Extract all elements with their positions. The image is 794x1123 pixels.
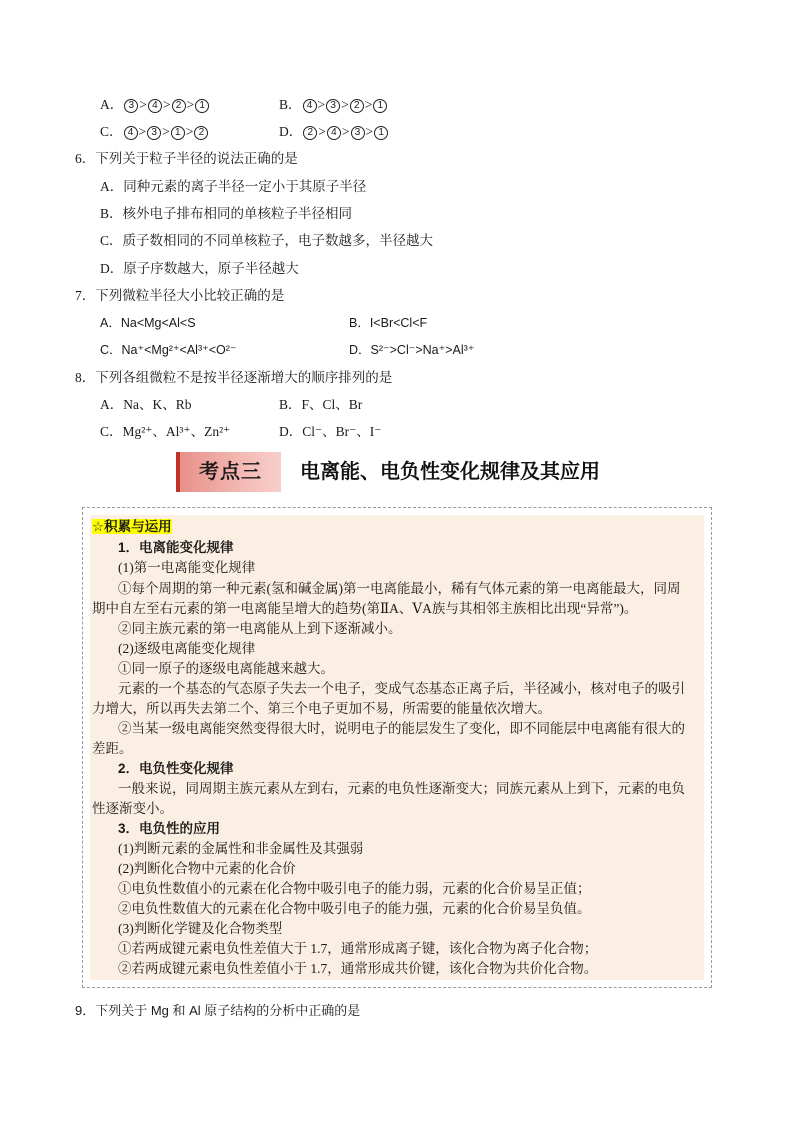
sep: > <box>139 97 147 112</box>
q5-option-b <box>279 95 388 115</box>
box-line: 期中自左至右元素的第一电离能呈增大的趋势(第ⅡA、ⅤA族与其相邻主族相比出现“异常”)。 <box>92 601 638 616</box>
circled-number: 3 <box>351 126 365 140</box>
q5-option-a-letter: A． <box>100 97 124 112</box>
sep: > <box>365 124 374 139</box>
box-line: 性逐渐变小。 <box>92 801 173 816</box>
box-line: ①每个周期的第一种元素(氢和碱金属)第一电离能最小，稀有气体元素的第一电离能最大，同周 <box>118 581 681 596</box>
section-heading-3: 3．电负性的应用 <box>118 821 221 836</box>
circled-number: 3 <box>124 99 138 113</box>
section-tag: 考点三 <box>176 452 281 492</box>
sep: > <box>138 124 147 139</box>
box-line: ②当某一级电离能突然变得很大时，说明电子的能层发生了变化，即不同能层中电离能有很大的 <box>118 721 685 736</box>
circled-number: 4 <box>124 126 138 140</box>
box-line: ②同主族元素的第一电离能从上到下逐渐减小。 <box>118 621 402 636</box>
box-line: ②电负性数值大的元素在化合物中吸引电子的能力强，元素的化合价易呈负值。 <box>118 901 591 916</box>
q6-option-c: C．质子数相同的不同单核粒子，电子数越多，半径越大 <box>100 233 434 248</box>
section-banner <box>176 452 636 492</box>
circled-number: 4 <box>148 99 162 113</box>
q7-option-d: D．S²⁻>Cl⁻>Na⁺>Al³⁺ <box>349 343 475 357</box>
q5-option-b-letter: B． <box>279 97 302 112</box>
summary-heading <box>92 517 172 537</box>
box-line: ①同一原子的逐级电离能越来越大。 <box>118 661 334 676</box>
circled-number: 2 <box>303 126 317 140</box>
q8-option-b: B．F、Cl、Br <box>279 397 363 412</box>
circled-number: 3 <box>147 126 161 140</box>
box-line: (1)第一电离能变化规律 <box>118 560 256 575</box>
circled-number: 2 <box>350 99 364 113</box>
circled-number: 1 <box>195 99 209 113</box>
q8-option-c: C．Mg²⁺、Al³⁺、Zn²⁺ <box>100 424 231 439</box>
sep: > <box>186 97 195 112</box>
box-line: ①电负性数值小的元素在化合物中吸引电子的能力弱，元素的化合价易呈正值； <box>118 881 591 896</box>
section-heading-2: 2．电负性变化规律 <box>118 761 234 776</box>
box-line: ②若两成键元素电负性差值小于 1.7，通常形成共价键，该化合物为共价化合物。 <box>118 961 598 976</box>
sep: > <box>185 124 194 139</box>
summary-heading-label: 积累与运用 <box>104 519 172 534</box>
sep: > <box>364 97 373 112</box>
box-line: 一般来说，同周期主族元素从左到右，元素的电负性逐渐变大；同族元素从上到下，元素的电负 <box>118 781 685 796</box>
q6-option-a: A．同种元素的离子半径一定小于其原子半径 <box>100 179 367 194</box>
q6-option-d: D．原子序数越大，原子半径越大 <box>100 261 299 276</box>
section-title: 电离能、电负性变化规律及其应用 <box>300 461 600 483</box>
q7-stem: 7．下列微粒半径大小比较正确的是 <box>75 288 285 303</box>
q8-stem: 8．下列各组微粒不是按半径逐渐增大的顺序排列的是 <box>75 370 393 385</box>
q5-option-d-letter: D． <box>279 124 303 139</box>
q7-option-c: C．Na⁺<Mg²⁺<Al³⁺<O²⁻ <box>100 343 237 357</box>
sep: > <box>162 124 170 139</box>
sep: > <box>162 97 171 112</box>
q5-option-c-letter: C． <box>100 124 123 139</box>
q7-option-b: B．I<Br<Cl<F <box>349 316 428 330</box>
circled-number: 1 <box>374 126 388 140</box>
star-icon: ☆ <box>92 519 105 534</box>
box-line: (2)逐级电离能变化规律 <box>118 641 256 656</box>
sep: > <box>341 124 350 139</box>
q5-option-d <box>279 122 389 142</box>
sep: > <box>318 124 326 139</box>
box-line: 差距。 <box>92 741 133 756</box>
sep: > <box>341 97 349 112</box>
circled-number: 1 <box>171 126 185 140</box>
q5-option-a <box>100 95 210 115</box>
box-line: 力增大，所以再失去第二个、第三个电子更加不易，所需要的能量依次增大。 <box>92 701 551 716</box>
q5-option-c <box>100 122 209 142</box>
circled-number: 1 <box>373 99 387 113</box>
box-line: 元素的一个基态的气态原子失去一个电子，变成气态基态正离子后，半径减小，核对电子的吸引 <box>118 681 685 696</box>
q8-option-d: D．Cl⁻、Br⁻、I⁻ <box>279 424 382 439</box>
box-line: (3)判断化学键及化合物类型 <box>118 921 283 936</box>
q8-option-a: A．Na、K、Rb <box>100 397 192 412</box>
q7-option-a: A．Na<Mg<Al<S <box>100 316 196 330</box>
box-line: (2)判断化合物中元素的化合价 <box>118 861 296 876</box>
q9-stem: 9．下列关于 Mg 和 Al 原子结构的分析中正确的是 <box>75 1003 361 1018</box>
box-line: ①若两成键元素电负性差值大于 1.7，通常形成离子键，该化合物为离子化合物； <box>118 941 598 956</box>
circled-number: 4 <box>303 99 317 113</box>
circled-number: 3 <box>326 99 340 113</box>
circled-number: 2 <box>172 99 186 113</box>
box-line: (1)判断元素的金属性和非金属性及其强弱 <box>118 841 364 856</box>
q6-stem: 6．下列关于粒子半径的说法正确的是 <box>75 151 298 166</box>
section-heading-1: 1．电离能变化规律 <box>118 540 234 555</box>
circled-number: 4 <box>327 126 341 140</box>
sep: > <box>317 97 326 112</box>
circled-number: 2 <box>194 126 208 140</box>
q6-option-b: B．核外电子排布相同的单核粒子半径相同 <box>100 206 353 221</box>
